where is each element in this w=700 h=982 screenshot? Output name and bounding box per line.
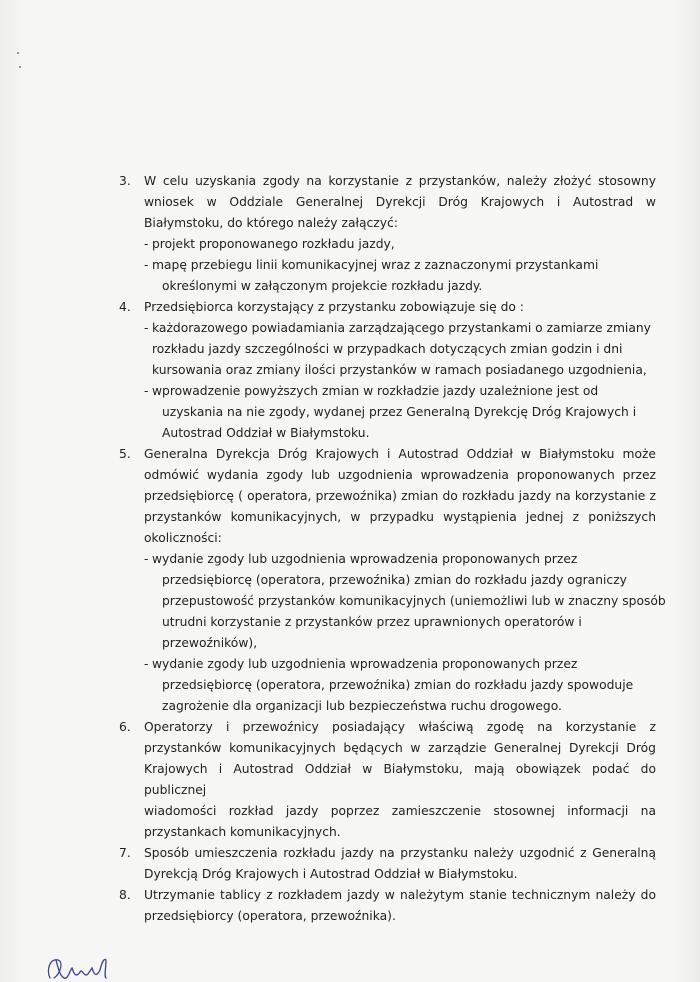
numbered-list <box>116 171 666 927</box>
paragraph-line: przedsiębiorcy (operatora, przewoźnika). <box>144 909 396 923</box>
paragraph-line: Utrzymanie tablicy z rozkładem jazdy w należytym stanie technicznym należy do <box>144 888 656 902</box>
dash-bullet: - <box>144 321 149 335</box>
list-item-3 <box>116 171 656 297</box>
sub-item <box>144 318 656 381</box>
paragraph-line: W celu uzyskania zgody na korzystanie z przystanków, należy złożyć stosowny <box>144 174 656 188</box>
dash-bullet: - <box>144 258 149 272</box>
sub-item-line: zagrożenie dla organizacji lub bezpieczeństwa ruchu drogowego. <box>162 699 562 713</box>
sub-item <box>144 549 666 654</box>
sub-item-line: przewoźników), <box>162 636 258 650</box>
sub-item-line: wydanie zgody lub uzgodnienia wprowadzenia proponowanych przez <box>152 657 578 671</box>
sub-item-line: utrudni korzystanie z przystanków przez uprawnionych operatorów i <box>162 615 582 629</box>
paragraph-line: przedsiębiorcę ( operatora, przewoźnika) zmian do rozkładu jazdy na korzystanie z <box>144 489 656 503</box>
paragraph-line: Operatorzy i przewoźnicy posiadający właściwą zgodę na korzystanie z <box>144 720 656 734</box>
paragraph-line: przystanków komunikacyjnych będących w zarządzie Generalnej Dyrekcji Dróg <box>144 741 656 755</box>
paragraph-line: odmówić wydania zgody lub uzgodnienia wprowadzenia proponowanych przez <box>144 468 656 482</box>
list-item-8 <box>116 885 656 927</box>
list-item-6 <box>116 717 656 843</box>
item-number: 4. <box>119 300 131 314</box>
sub-item-line: przedsiębiorcę (operatora, przewoźnika) zmian do rozkładu jazdy spowoduje <box>162 678 634 692</box>
sub-item-line: mapę przebiegu linii komunikacyjnej wraz z zaznaczonymi przystankami <box>152 258 599 272</box>
sub-item-line: przepustowość przystanków komunikacyjnych (uniemożliwi lub w znaczny sposób <box>162 594 666 608</box>
handwritten-signature <box>40 948 130 982</box>
item-number: 6. <box>119 720 131 734</box>
sub-item <box>144 255 656 297</box>
scan-speck <box>17 52 19 54</box>
dash-bullet: - <box>144 552 149 566</box>
paragraph-line: Sposób umieszczenia rozkładu jazdy na przystanku należy uzgodnić z Generalną <box>144 846 656 860</box>
sub-item-line: kursowania oraz zmiany ilości przystanków w ramach posiadanego uzgodnienia, <box>152 363 647 377</box>
sub-item-line: Autostrad Oddział w Białymstoku. <box>162 426 370 440</box>
sub-item-line: każdorazowego powiadamiania zarządzającego przystankami o zamiarze zmiany <box>152 321 651 335</box>
paragraph-line: Białymstoku, do którego należy załączyć: <box>144 216 398 230</box>
list-item-7 <box>116 843 656 885</box>
scan-speck <box>19 66 21 68</box>
dash-bullet: - <box>144 237 149 251</box>
list-item-5 <box>116 444 666 717</box>
sub-item-line: rozkładu jazdy szczególności w przypadkach dotyczących zmian godzin i dni <box>152 342 623 356</box>
sub-item-line: projekt proponowanego rozkładu jazdy, <box>152 237 395 251</box>
item-number: 7. <box>119 846 131 860</box>
paragraph-line: Przedsiębiorca korzystający z przystanku zobowiązuje się do : <box>144 300 524 314</box>
sub-item <box>144 234 656 255</box>
paragraph-line: przystankach komunikacyjnych. <box>144 825 341 839</box>
sub-item <box>144 654 656 717</box>
list-item-4 <box>116 297 656 444</box>
sub-item <box>144 381 656 444</box>
item-number: 3. <box>119 174 131 188</box>
dash-bullet: - <box>144 384 149 398</box>
paragraph-line: Dyrekcją Dróg Krajowych i Autostrad Oddział w Białymstoku. <box>144 867 518 881</box>
item-number: 8. <box>119 888 131 902</box>
paragraph-line: wiadomości rozkład jazdy poprzez zamieszczenie stosownej informacji na <box>144 804 656 818</box>
paragraph-line: wniosek w Oddziale Generalnej Dyrekcji Dróg Krajowych i Autostrad w <box>144 195 656 209</box>
paragraph-line: Krajowych i Autostrad Oddział w Białymstoku, mają obowiązek podać do publicznej <box>144 762 656 797</box>
sub-item-line: określonymi w załączonym projekcie rozkładu jazdy. <box>162 279 483 293</box>
paragraph-line: Generalna Dyrekcja Dróg Krajowych i Autostrad Oddział w Białymstoku może <box>144 447 656 461</box>
item-number: 5. <box>119 447 131 461</box>
sub-item-line: przedsiębiorcę (operatora, przewoźnika) zmian do rozkładu jazdy ograniczy <box>162 573 627 587</box>
dash-bullet: - <box>144 657 149 671</box>
sub-item-line: uzyskania na nie zgody, wydanej przez Generalną Dyrekcję Dróg Krajowych i <box>162 405 637 419</box>
sub-item-line: wprowadzenie powyższych zmian w rozkładzie jazdy uzależnione jest od <box>152 384 599 398</box>
paragraph-line: okoliczności: <box>144 531 222 545</box>
paragraph-line: przystanków komunikacyjnych, w przypadku wystąpienia jednej z poniższych <box>144 510 656 524</box>
sub-item-line: wydanie zgody lub uzgodnienia wprowadzenia proponowanych przez <box>152 552 578 566</box>
